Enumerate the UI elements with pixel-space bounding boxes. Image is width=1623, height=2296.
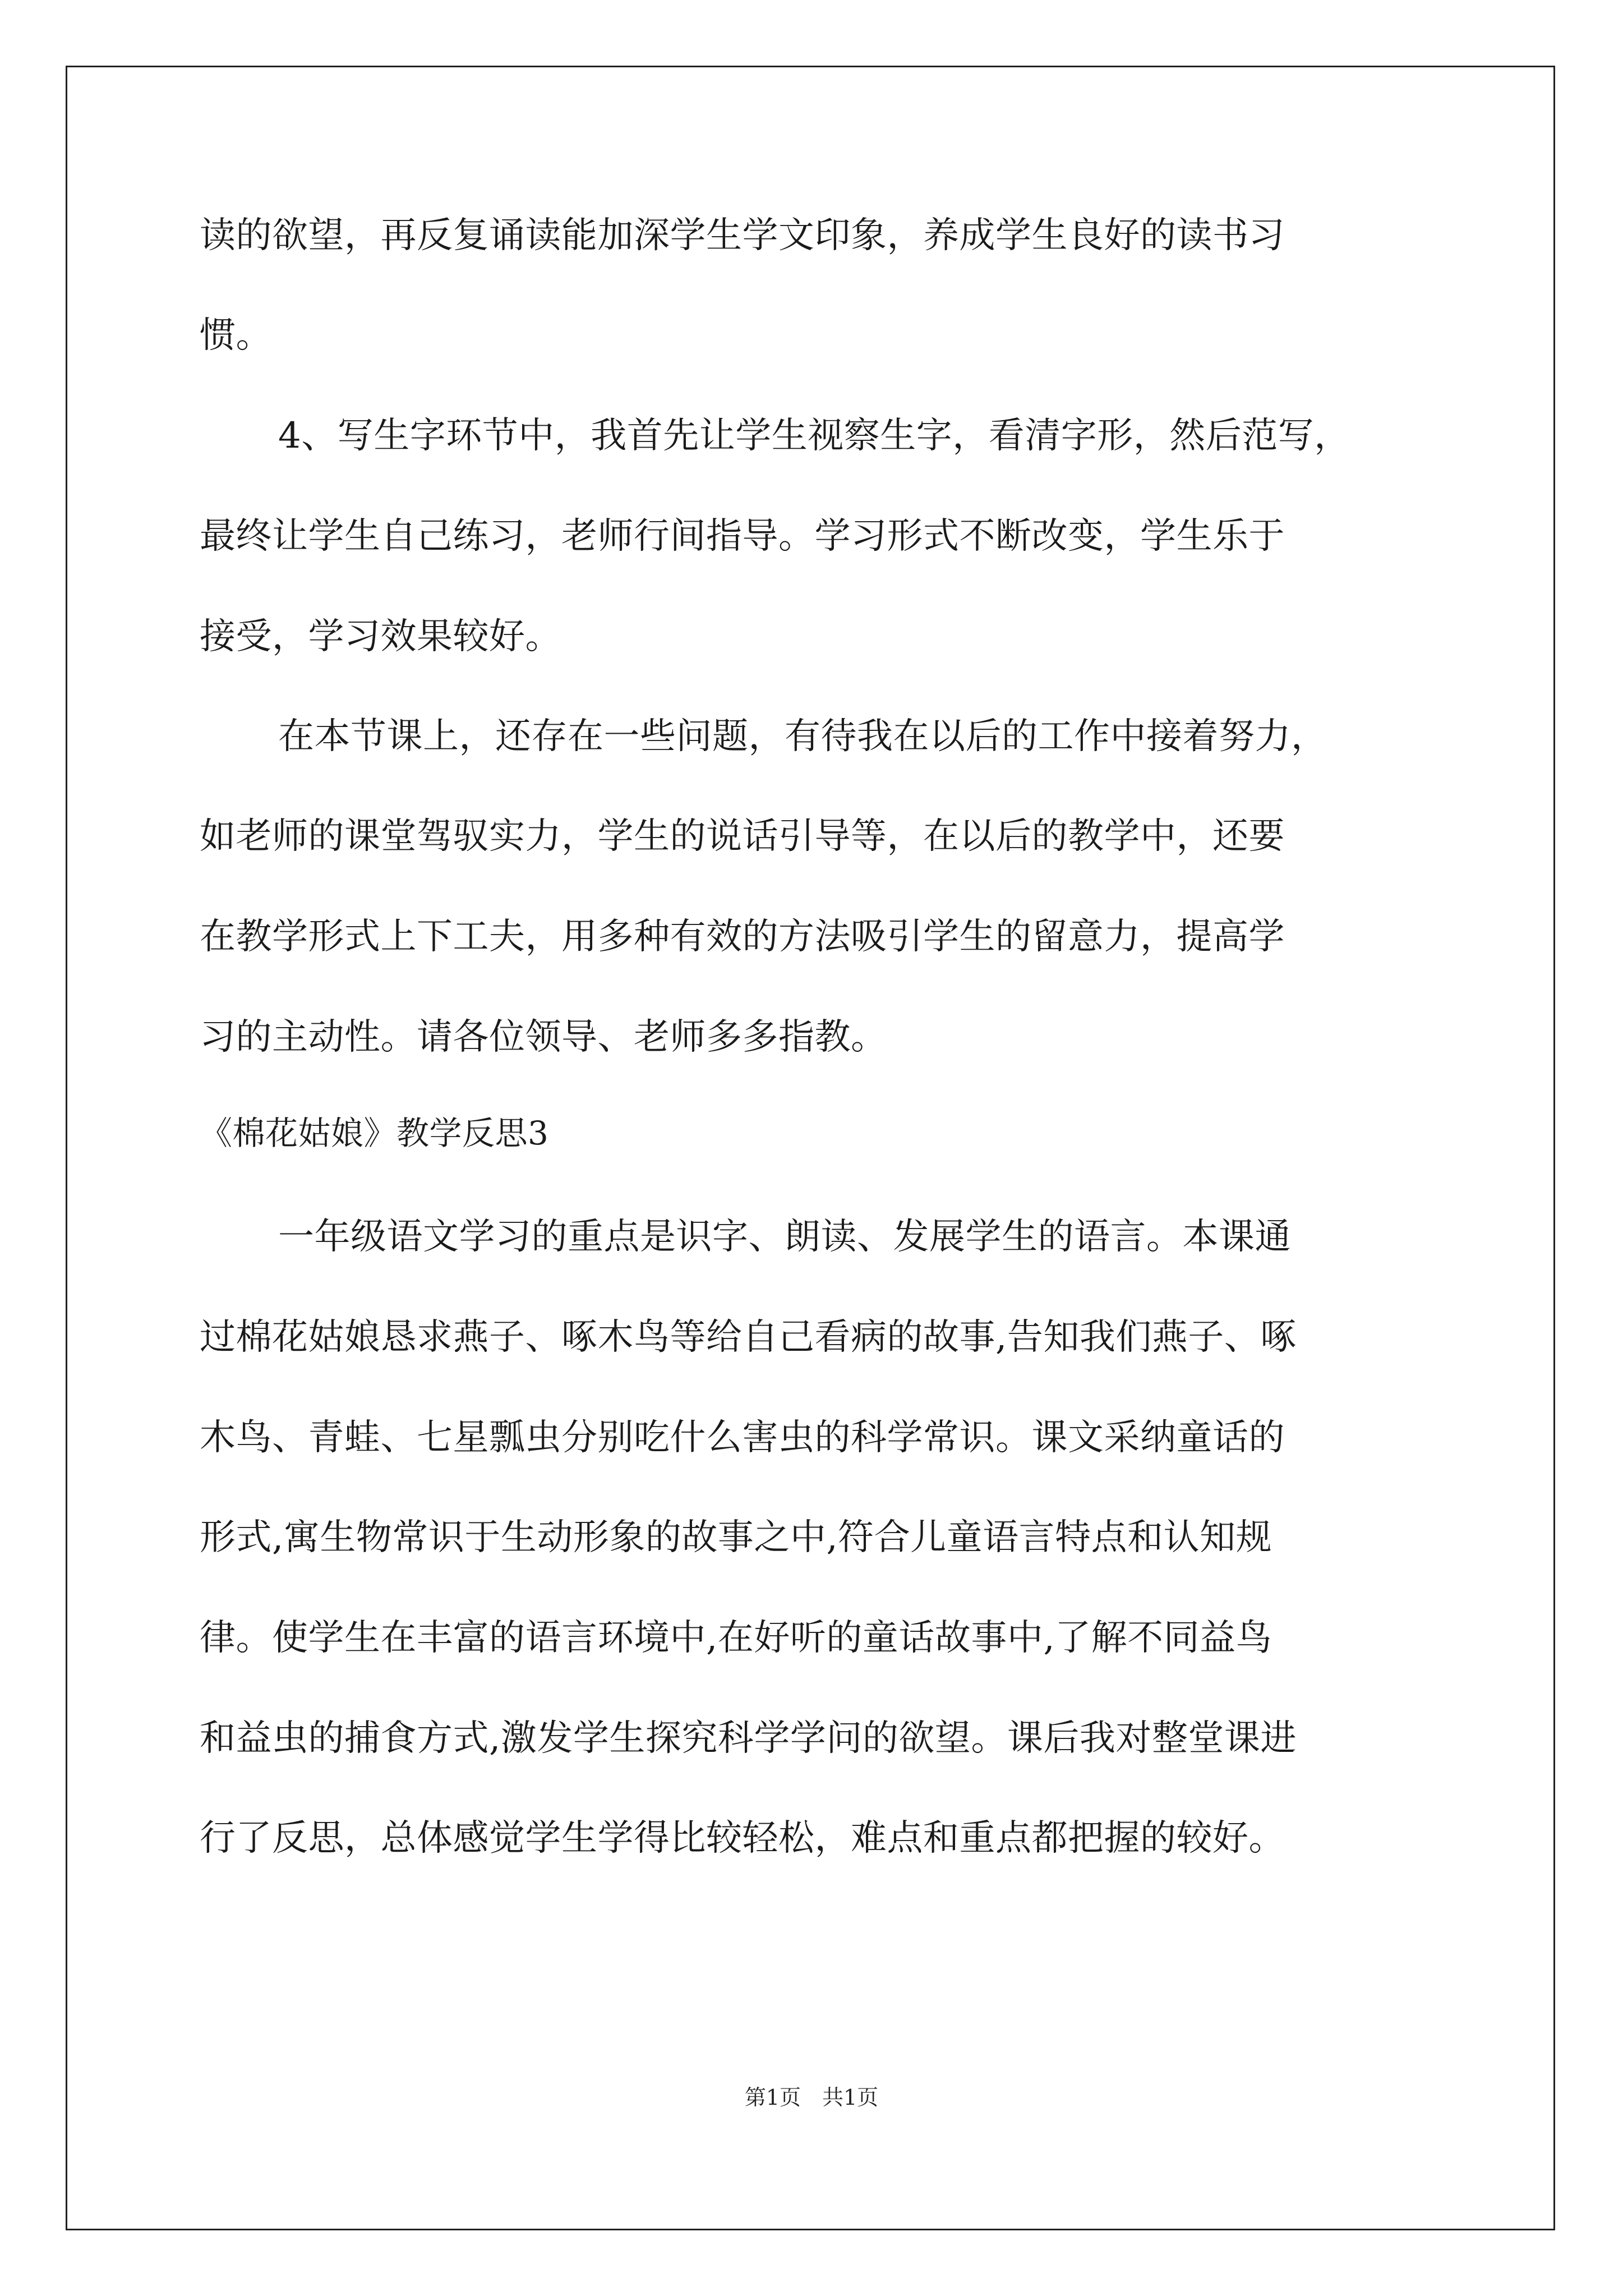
text-line: 木鸟、青蛙、七星瓢虫分别吃什么害虫的科学常识。课文采纳童话的 <box>200 1417 1285 1458</box>
text-line: 和益虫的捕食方式,激发学生探究科学学问的欲望。课后我对整堂课进 <box>200 1718 1297 1759</box>
paragraph-start-line: 一年级语文学习的重点是识字、朗读、发展学生的语言。本课通 <box>278 1216 1291 1258</box>
text-line: 最终让学生自己练习，老师行间指导。学习形式不断改变，学生乐于 <box>200 516 1285 557</box>
text-line: 过棉花姑娘恳求燕子、啄木鸟等给自己看病的故事,告知我们燕子、啄 <box>200 1317 1297 1358</box>
text-line: 读的欲望，再反复诵读能加深学生学文印象，养成学生良好的读书习 <box>200 215 1285 256</box>
paragraph-start-line: 在本节课上，还存在一些问题，有待我在以后的工作中接着努力， <box>278 716 1327 757</box>
text-line: 行了反思，总体感觉学生学得比较轻松，难点和重点都把握的较好。 <box>200 1818 1285 1859</box>
text-line: 形式,寓生物常识于生动形象的故事之中,符合儿童语言特点和认知规 <box>200 1517 1272 1558</box>
text-line: 习的主动性。请各位领导、老师多多指教。 <box>200 1016 887 1058</box>
text-line: 如老师的课堂驾驭实力，学生的说话引导等，在以后的教学中，还要 <box>200 816 1285 857</box>
text-line: 惯。 <box>200 315 272 356</box>
text-line: 接受，学习效果较好。 <box>200 616 561 657</box>
paragraph-start-line: 4、写生字环节中，我首先让学生视察生字，看清字形，然后范写， <box>278 415 1350 457</box>
text-line: 律。使学生在丰富的语言环境中,在好听的童话故事中,了解不同益鸟 <box>200 1617 1272 1659</box>
page-footer: 第1页 共1页 <box>744 2085 879 2110</box>
text-line: 在教学形式上下工夫，用多种有效的方法吸引学生的留意力，提高学 <box>200 916 1285 958</box>
section-heading: 《棉花姑娘》教学反思3 <box>200 1114 549 1152</box>
